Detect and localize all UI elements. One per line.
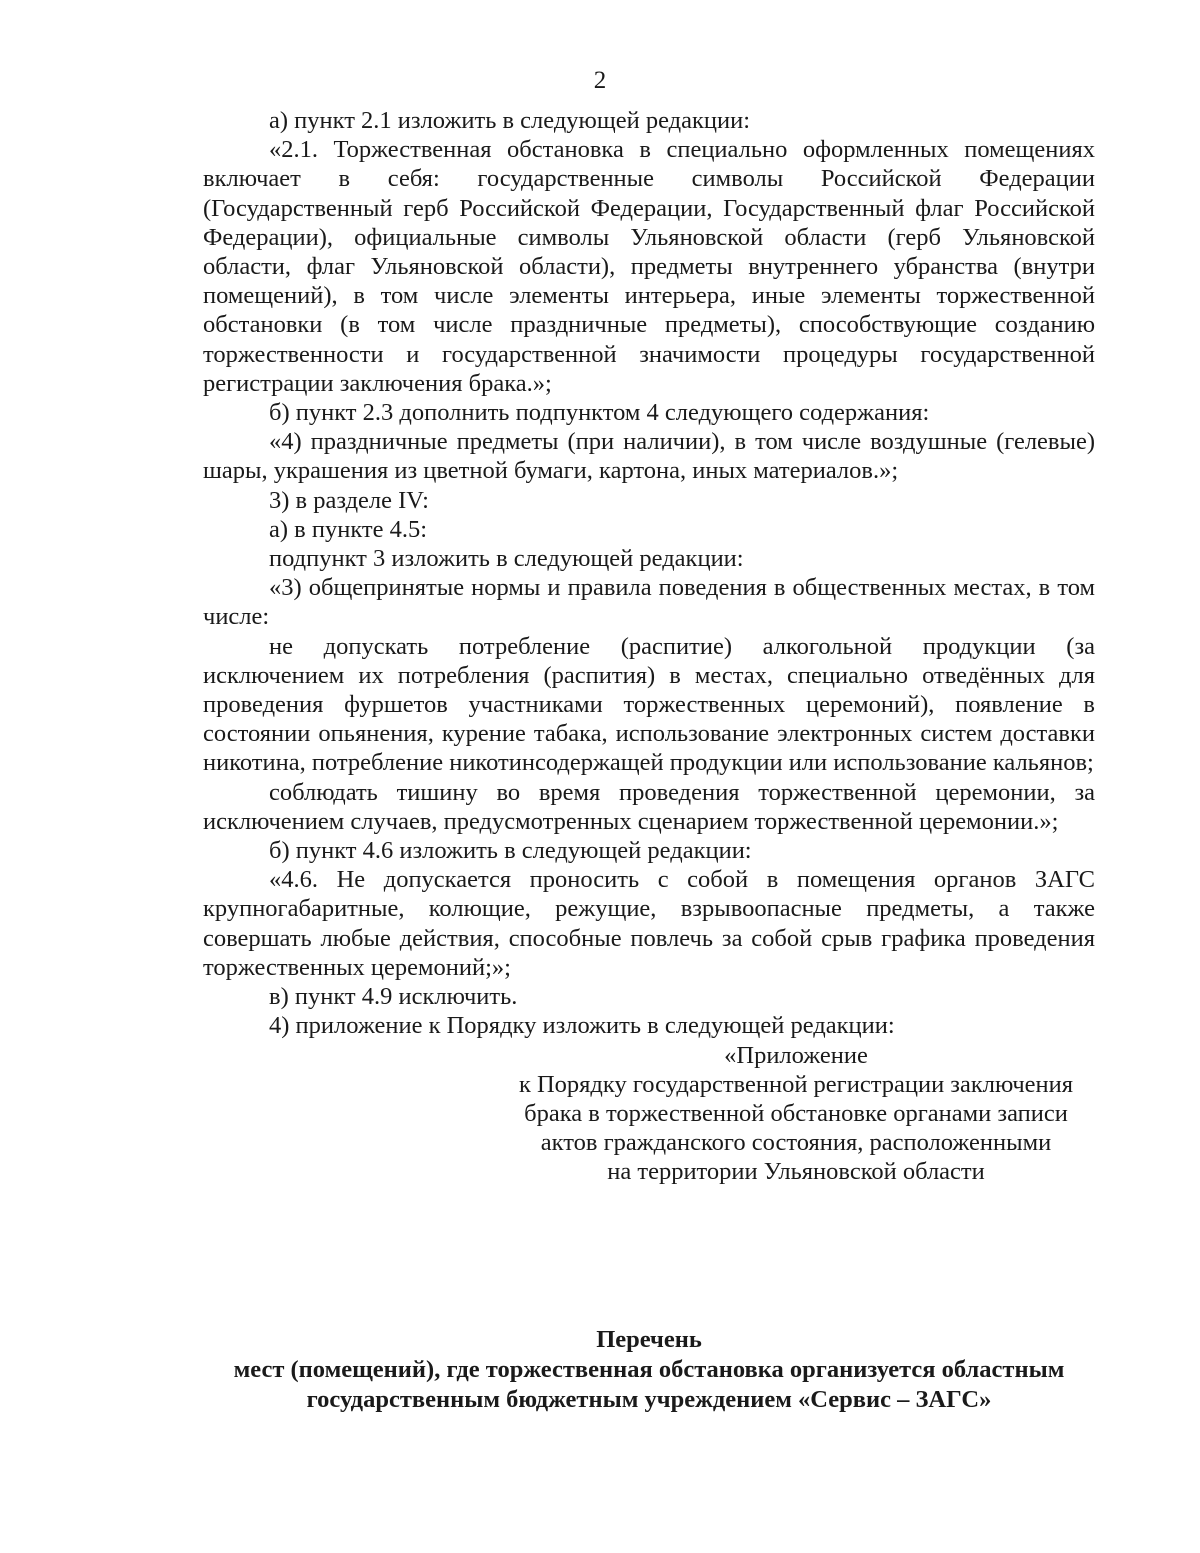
heading-subtitle-line: государственным бюджетным учреждением «Сервис – ЗАГС» — [306, 1386, 992, 1413]
paragraph-quote-4-6: «4.6. Не допускается проносить с собой в помещения органов ЗАГС крупногабаритные, колющие, режущие, взрывоопасные предметы, а также совершать любые действия, способные повлечь за собой срыв графика проведения торжественных церемоний;»; — [203, 866, 1095, 981]
paragraph-subitem-3: подпункт 3 изложить в следующей редакции: — [269, 545, 744, 573]
appendix-title: «Приложение — [724, 1041, 868, 1069]
appendix-line: к Порядку государственной регистрации заключения — [518, 1070, 1074, 1098]
paragraph-item-a-4-5: а) в пункте 4.5: — [269, 515, 428, 543]
heading-subtitle-line: мест (помещений), где торжественная обстановка организуется областным — [233, 1356, 1065, 1383]
paragraph-item-v-4-9: в) пункт 4.9 исключить. — [269, 983, 518, 1011]
list-heading — [203, 1325, 1095, 1415]
appendix-line: брака в торжественной обстановке органами записи — [524, 1099, 1068, 1127]
paragraph-keep-silence: соблюдать тишину во время проведения торжественной церемонии, за исключением случаев, предусмотренных сценарием торжественной церемонии.»; — [203, 778, 1095, 835]
paragraph-quote-3-norms: «3) общепринятые нормы и правила поведения в общественных местах, в том числе: — [203, 574, 1095, 631]
appendix-header — [491, 1041, 1101, 1187]
appendix-line: актов гражданского состояния, расположенными — [540, 1129, 1052, 1157]
paragraph-quote-4: «4) праздничные предметы (при наличии), в том числе воздушные (гелевые) шары, украшения из цветной бумаги, картона, иных материалов.»; — [203, 428, 1095, 485]
paragraph-item-4-appendix: 4) приложение к Порядку изложить в следующей редакции: — [269, 1012, 895, 1040]
paragraph-item-3-section-iv: 3) в разделе IV: — [269, 486, 429, 514]
heading-title: Перечень — [596, 1326, 702, 1353]
appendix-line: на территории Ульяновской области — [607, 1158, 985, 1186]
page-number: 2 — [593, 67, 607, 94]
paragraph-quote-2-1: «2.1. Торжественная обстановка в специально оформленных помещениях включает в себя: государственные символы Российской Федерации (Государственный герб Российской Федерации, Государственный флаг Российской Федерации), официальные символы Ульяновской области (герб Ульяновской области, флаг Ульяновской области), предметы внутреннего убранства (внутри помещений), в том числе элементы интерьера, иные элементы торжественной обстановки (в том числе праздничные предметы), способствующие созданию торжественности и государственной значимости процедуры государственной регистрации заключения брака.»; — [203, 136, 1095, 397]
paragraph-item-b-4-6: б) пункт 4.6 изложить в следующей редакции: — [269, 837, 752, 865]
paragraph-do-not-allow: не допускать потребление (распитие) алкогольной продукции (за исключением их потребления (распития) в местах, специально отведённых для проведения фуршетов участниками торжественных церемоний), появление в состоянии опьянения, курение табака, использование электронных систем доставки никотина, потребление никотинсодержащей продукции или использование кальянов; — [203, 632, 1095, 777]
paragraph-item-a-2-1: а) пункт 2.1 изложить в следующей редакции: — [269, 107, 751, 134]
paragraph-item-b-2-3: б) пункт 2.3 дополнить подпунктом 4 следующего содержания: — [269, 399, 930, 427]
document-body — [203, 106, 1095, 1187]
